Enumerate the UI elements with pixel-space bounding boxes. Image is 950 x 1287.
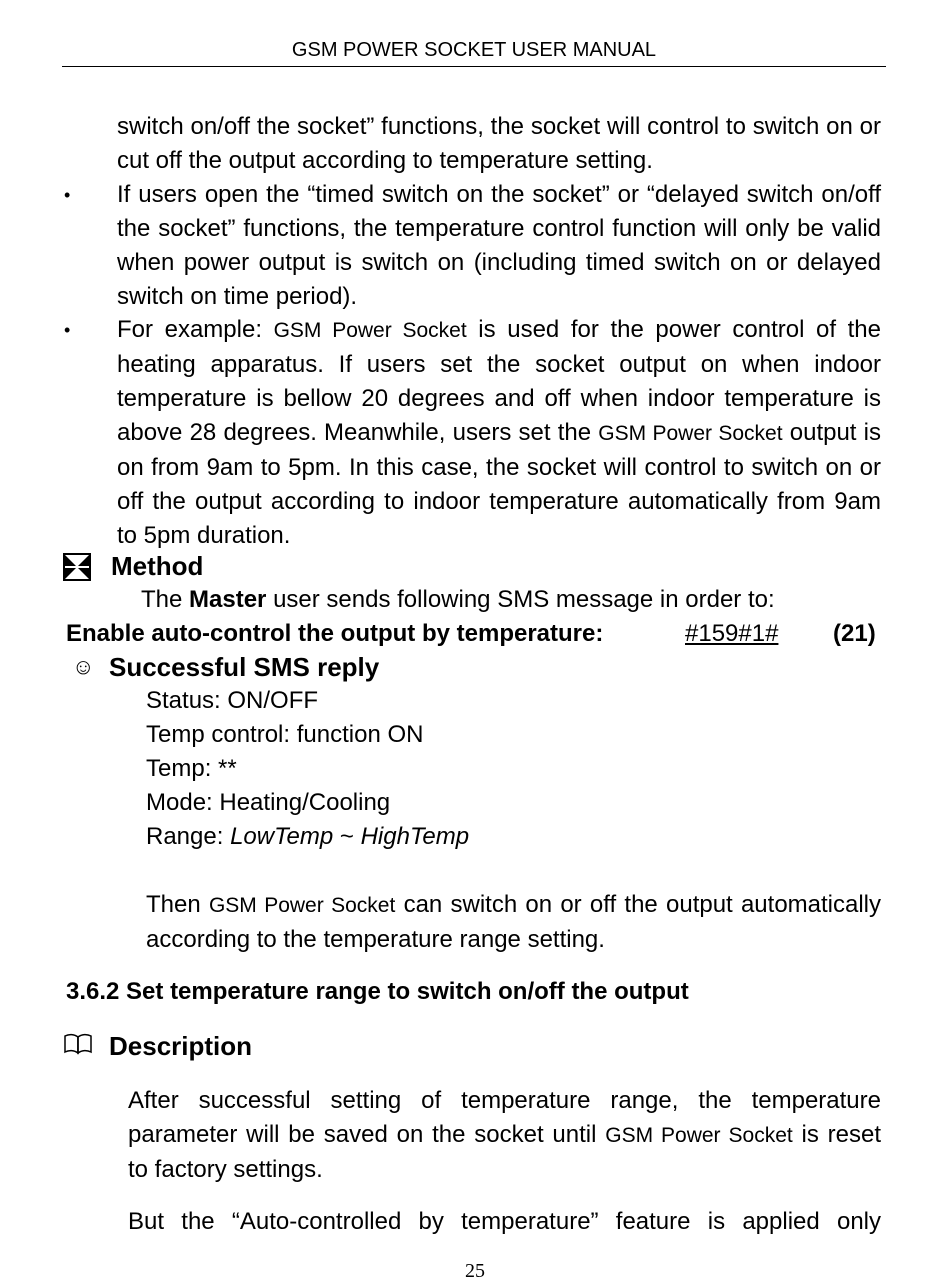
running-header: GSM POWER SOCKET USER MANUAL	[291, 39, 657, 61]
page-number: 25	[465, 1260, 485, 1282]
reply-heading: Successful SMS reply	[109, 652, 380, 682]
method-intro: The Master user sends following SMS message in order to:	[141, 586, 775, 613]
reply-temp-control: Temp control: function ON	[146, 721, 424, 748]
command-reference: (21)	[833, 620, 876, 647]
paragraph-continuation: switch on/off the socket” functions, the socket will control to switch on or cut off the output according to temperature setting.	[117, 113, 881, 174]
method-icon	[63, 553, 91, 581]
description-paragraph-2: But the “Auto-controlled by temperature” feature is applied only	[128, 1208, 881, 1235]
bullet-paragraph-timed-switch: If users open the “timed switch on the socket” or “delayed switch on/off the socket” functions, the temperature control function will only be valid when power output is switch on (including timed switch on or delayed switch on time period).	[117, 181, 881, 310]
smiley-icon: ☺	[72, 654, 95, 679]
reply-then-paragraph: Then GSM Power Socket can switch on or off the output automatically according to the temperature range setting.	[146, 891, 882, 953]
book-icon	[63, 1033, 93, 1055]
command-code: #159#1#	[685, 620, 779, 647]
bullet-paragraph-example: For example: GSM Power Socket is used for the power control of the heating apparatus. If users set the socket output on when indoor temperature is bellow 20 degrees and off when indoor temperature is above 28 degrees. Meanwhile, users set the GSM Power Socket output is on from 9am to 5pm. In this case, the socket will control to switch on or off the output according to indoor temperature automatically from 9am to 5pm duration.	[117, 316, 882, 549]
reply-range: Range: LowTemp ~ HighTemp	[146, 823, 470, 850]
reply-mode: Mode: Heating/Cooling	[146, 789, 391, 816]
section-title: 3.6.2 Set temperature range to switch on/off the output	[66, 978, 689, 1005]
reply-status: Status: ON/OFF	[146, 687, 319, 714]
method-heading: Method	[111, 551, 204, 581]
header-rule	[62, 66, 886, 67]
reply-temp: Temp: **	[146, 755, 237, 782]
bullet-marker: •	[64, 185, 71, 205]
description-paragraph-1: After successful setting of temperature range, the temperature parameter will be saved on the socket until GSM Power Socket is reset to factory settings.	[128, 1087, 881, 1183]
description-heading: Description	[109, 1031, 253, 1061]
bullet-marker: •	[64, 320, 71, 340]
command-label: Enable auto-control the output by temperature:	[66, 620, 604, 647]
